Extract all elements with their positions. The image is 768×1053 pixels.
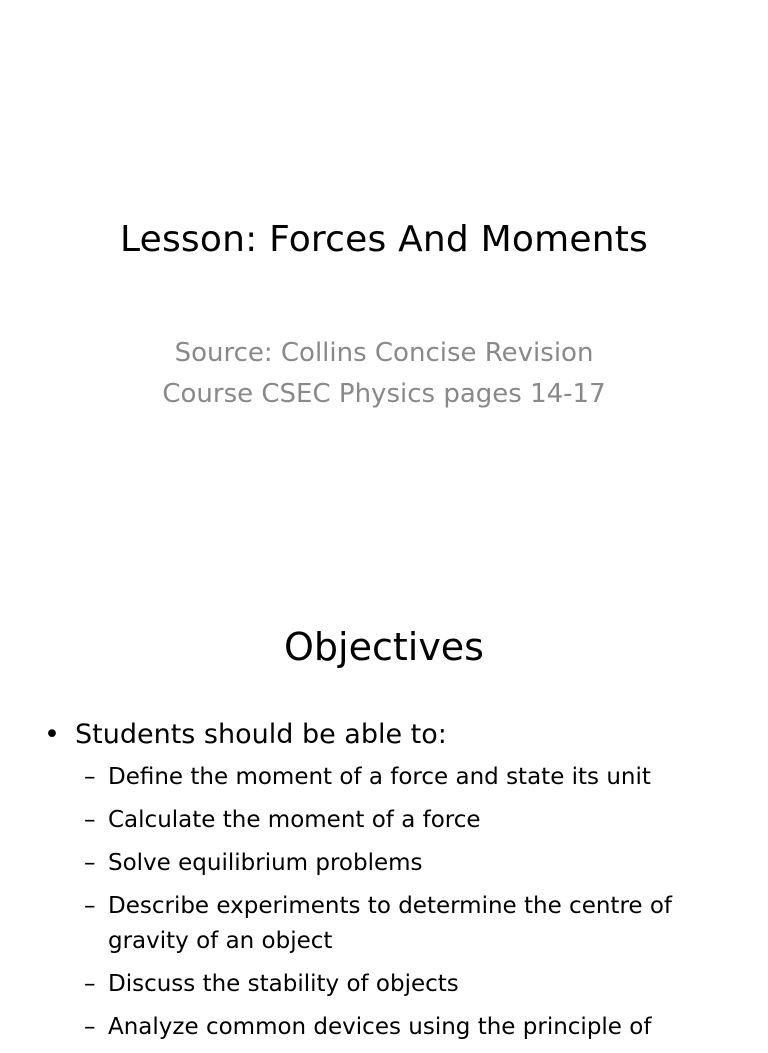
list-item-text: Discuss the stability of objects	[108, 971, 459, 997]
subtitle-line-2: Course CSEC Physics pages 14-17	[162, 379, 606, 409]
objectives-title: Objectives	[284, 625, 484, 669]
bullet-dot-icon: •	[44, 719, 60, 750]
objectives-list	[44, 716, 744, 1053]
dash-icon: –	[84, 764, 96, 790]
slide-objectives	[0, 576, 768, 1040]
list-item-text: Calculate the moment of a force	[108, 807, 481, 833]
list-item-text: Define the moment of a force and state its unit	[108, 764, 651, 790]
list-item	[84, 760, 744, 795]
list-item-text: Solve equilibrium problems	[108, 850, 423, 876]
dash-icon: –	[84, 893, 96, 919]
list-item	[84, 967, 744, 1002]
main-bullet	[44, 716, 744, 754]
dash-icon: –	[84, 850, 96, 876]
lesson-title: Lesson: Forces And Moments	[119, 219, 649, 260]
lesson-subtitle	[0, 333, 768, 415]
list-item	[84, 1010, 744, 1045]
subtitle-line-1: Source: Collins Concise Revision	[174, 338, 594, 368]
dash-icon: –	[84, 807, 96, 833]
list-item	[84, 803, 744, 838]
list-item-text: Describe experiments to determine the centre of gravity of an object	[108, 893, 673, 954]
list-item	[84, 889, 744, 959]
sub-bullet-list	[84, 760, 744, 1045]
main-bullet-text: Students should be able to:	[75, 719, 447, 750]
list-item-text: Analyze common devices using the principle of	[108, 1014, 652, 1040]
list-item	[84, 846, 744, 881]
dash-icon: –	[84, 971, 96, 997]
dash-icon: –	[84, 1014, 96, 1040]
